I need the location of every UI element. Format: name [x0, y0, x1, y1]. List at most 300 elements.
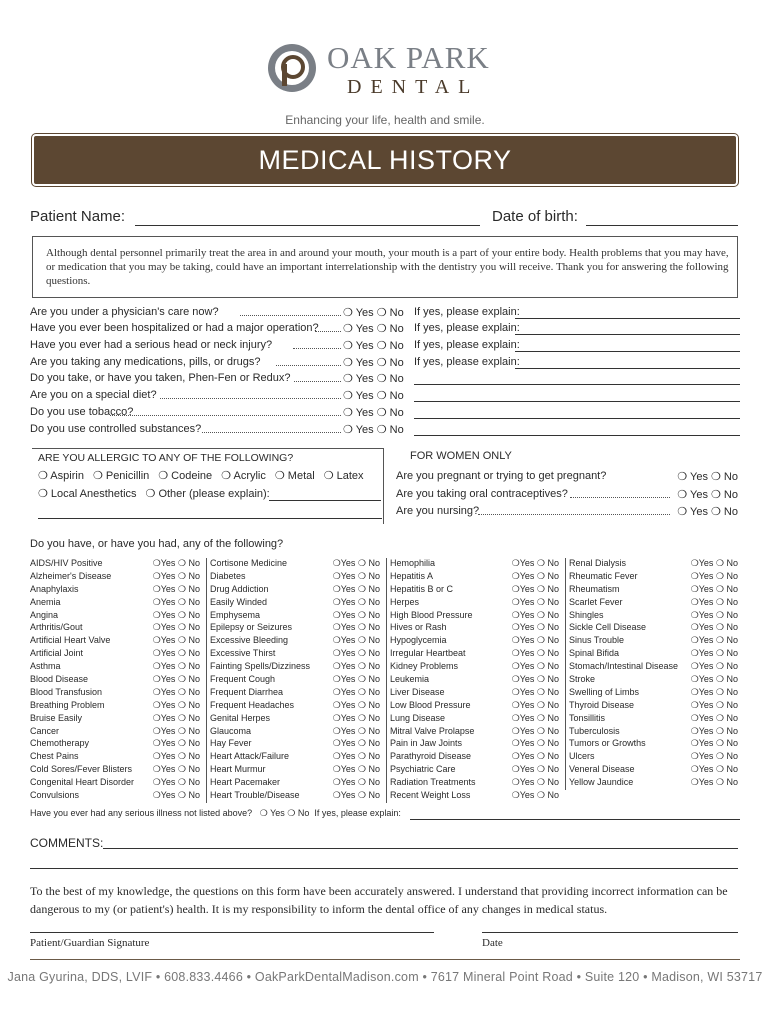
condition-name: Parathyroid Disease: [390, 751, 472, 762]
yes-no-options[interactable]: ❍Yes ❍ No: [332, 635, 380, 646]
allergy-title: ARE YOU ALLERGIC TO ANY OF THE FOLLOWING?: [38, 452, 294, 464]
brand-subtitle: DENTAL: [347, 76, 480, 98]
question-text: Are you under a physician's care now?: [30, 306, 219, 318]
conditions-column: [206, 558, 382, 803]
yes-no-options[interactable]: ❍Yes ❍ No: [152, 570, 200, 581]
condition-name: Bruise Easily: [30, 712, 83, 723]
yes-no-options[interactable]: ❍Yes ❍ No: [152, 674, 200, 685]
yes-no-options[interactable]: ❍Yes ❍ No: [511, 622, 559, 633]
condition-item: [390, 584, 561, 597]
conditions-title: Do you have, or have you had, any of the following?: [30, 538, 284, 550]
allergy-option[interactable]: ❍ Penicillin: [92, 470, 150, 482]
allergy-options-row: [38, 487, 279, 500]
condition-item: [569, 738, 740, 751]
answer-field[interactable]: [414, 384, 740, 385]
yes-no-options[interactable]: ❍Yes ❍ No: [690, 725, 738, 736]
footer-divider: [30, 959, 740, 960]
explain-label: If yes, please explain:: [414, 339, 520, 351]
leader-dots: [570, 497, 670, 498]
question-text: Have you ever been hospitalized or had a major operation?: [30, 322, 319, 334]
explain-label: If yes, please explain:: [414, 306, 520, 318]
condition-name: Rheumatic Fever: [569, 570, 638, 581]
condition-item: [210, 558, 382, 571]
yes-no-options[interactable]: ❍Yes ❍ No: [152, 686, 200, 697]
yes-no-options[interactable]: ❍Yes ❍ No: [152, 635, 200, 646]
condition-item: [569, 713, 740, 726]
condition-item: [390, 571, 561, 584]
yes-no-options[interactable]: ❍Yes ❍ No: [332, 764, 380, 775]
condition-item: [30, 738, 202, 751]
yes-no-options[interactable]: ❍Yes ❍ No: [152, 712, 200, 723]
condition-item: [390, 738, 561, 751]
yes-no-options[interactable]: ❍Yes ❍ No: [152, 751, 200, 762]
yes-no-options[interactable]: ❍Yes ❍ No: [511, 686, 559, 697]
condition-item: [569, 687, 740, 700]
yes-no-options[interactable]: ❍Yes ❍ No: [152, 738, 200, 749]
condition-item: [390, 777, 561, 790]
question-row: [30, 406, 742, 423]
yes-no-options[interactable]: ❍Yes ❍ No: [152, 583, 200, 594]
condition-item: [390, 635, 561, 648]
yes-no-options[interactable]: ❍Yes ❍ No: [511, 648, 559, 659]
condition-item: [30, 764, 202, 777]
condition-name: Psychiatric Care: [390, 764, 456, 775]
condition-name: Easily Winded: [210, 596, 268, 607]
tagline: Enhancing your life, health and smile.: [285, 113, 485, 127]
yes-no-options[interactable]: ❍Yes ❍ No: [152, 699, 200, 710]
condition-item: [210, 648, 382, 661]
conditions-column: [386, 558, 561, 803]
leader-dots: [202, 432, 341, 433]
leader-dots: [294, 381, 341, 382]
yes-no-options[interactable]: ❍Yes ❍ No: [690, 674, 738, 685]
condition-name: Congenital Heart Disorder: [30, 777, 135, 788]
condition-name: Tumors or Growths: [569, 738, 646, 749]
women-question-text: Are you pregnant or trying to get pregnant?: [396, 470, 607, 482]
condition-name: Shingles: [569, 609, 604, 620]
condition-item: [390, 700, 561, 713]
yes-no-options[interactable]: ❍ Yes ❍ No: [343, 307, 404, 319]
condition-item: [210, 764, 382, 777]
allergy-option[interactable]: ❍ Other (please explain):: [145, 488, 270, 500]
condition-name: Hepatitis B or C: [390, 583, 454, 594]
answer-field[interactable]: [414, 418, 740, 419]
explain-field[interactable]: [515, 334, 740, 335]
condition-name: Diabetes: [210, 570, 246, 581]
condition-name: Chemotherapy: [30, 738, 90, 749]
intro-text: Although dental personnel primarily treat the area in and around your mouth, your mouth is a part of your entire body. Health problems that you may have, or medication that you may be taking, could have an important interrelationship with the dentistry you will receive. Thank you for answering the following questions.: [46, 247, 729, 287]
condition-item: [30, 674, 202, 687]
condition-name: Irregular Heartbeat: [390, 648, 466, 659]
condition-item: [210, 597, 382, 610]
condition-name: Veneral Disease: [569, 764, 635, 775]
condition-item: [390, 622, 561, 635]
yes-no-options[interactable]: ❍Yes ❍ No: [332, 622, 380, 633]
condition-name: Genital Herpes: [210, 712, 271, 723]
condition-item: [569, 571, 740, 584]
condition-item: [390, 726, 561, 739]
question-row: [30, 372, 742, 389]
date-of-birth-label: Date of birth:: [492, 208, 578, 225]
women-question-row: [396, 470, 738, 486]
condition-item: [390, 648, 561, 661]
condition-name: Cancer: [30, 725, 60, 736]
yes-no-options[interactable]: ❍Yes ❍ No: [332, 583, 380, 594]
yes-no-options[interactable]: ❍Yes ❍ No: [511, 738, 559, 749]
condition-item: [210, 790, 382, 803]
question-row: [30, 389, 742, 406]
condition-item: [569, 661, 740, 674]
explain-field[interactable]: [515, 351, 740, 352]
yes-no-options[interactable]: ❍Yes ❍ No: [690, 738, 738, 749]
condition-item: [30, 687, 202, 700]
condition-name: Breathing Problem: [30, 699, 105, 710]
yes-no-options[interactable]: ❍Yes ❍ No: [332, 661, 380, 672]
condition-item: [390, 610, 561, 623]
question-row: [30, 306, 742, 323]
condition-item: [569, 751, 740, 764]
condition-name: Thyroid Disease: [569, 699, 635, 710]
yes-no-options[interactable]: ❍Yes ❍ No: [152, 596, 200, 607]
leader-dots: [160, 398, 341, 399]
women-question-text: Are you nursing?: [396, 505, 480, 517]
condition-item: [30, 610, 202, 623]
other-illness-explain-label: If yes, please explain:: [314, 808, 401, 818]
condition-name: Hepatitis A: [390, 570, 434, 581]
question-text: Do you take, or have you taken, Phen-Fen or Redux?: [30, 372, 291, 384]
yes-no-options[interactable]: ❍Yes ❍ No: [690, 751, 738, 762]
leader-dots: [276, 365, 341, 366]
yes-no-options[interactable]: ❍Yes ❍ No: [332, 558, 380, 568]
condition-name: Artificial Joint: [30, 648, 84, 659]
condition-item: [30, 777, 202, 790]
title-banner: [32, 134, 738, 186]
condition-name: Convulsions: [30, 790, 80, 801]
condition-name: Glaucoma: [210, 725, 252, 736]
yes-no-options[interactable]: ❍Yes ❍ No: [332, 712, 380, 723]
yes-no-options[interactable]: ❍Yes ❍ No: [332, 674, 380, 685]
yes-no-options[interactable]: ❍Yes ❍ No: [511, 699, 559, 710]
condition-name: Hives or Rash: [390, 622, 447, 633]
condition-name: Frequent Headaches: [210, 699, 295, 710]
yes-no-options[interactable]: ❍Yes ❍ No: [511, 661, 559, 672]
yes-no-options[interactable]: ❍Yes ❍ No: [332, 609, 380, 620]
yes-no-options[interactable]: ❍Yes ❍ No: [511, 596, 559, 607]
yes-no-options[interactable]: ❍Yes ❍ No: [690, 661, 738, 672]
yes-no-options[interactable]: ❍Yes ❍ No: [152, 725, 200, 736]
condition-item: [210, 738, 382, 751]
yes-no-options[interactable]: ❍Yes ❍ No: [332, 570, 380, 581]
yes-no-options[interactable]: ❍ Yes ❍ No: [343, 424, 404, 436]
yes-no-options[interactable]: ❍Yes ❍ No: [511, 725, 559, 736]
yes-no-options[interactable]: ❍Yes ❍ No: [511, 751, 559, 762]
yes-no-options[interactable]: ❍Yes ❍ No: [511, 712, 559, 723]
condition-item: [30, 790, 202, 803]
condition-name: Renal Dialysis: [569, 558, 627, 568]
condition-name: Mitral Valve Prolapse: [390, 725, 475, 736]
condition-name: Hay Fever: [210, 738, 252, 749]
condition-item: [210, 687, 382, 700]
yes-no-options[interactable]: ❍Yes ❍ No: [690, 583, 738, 594]
condition-item: [569, 700, 740, 713]
yes-no-options[interactable]: ❍Yes ❍ No: [690, 777, 738, 788]
question-text: Have you ever had a serious head or neck injury?: [30, 339, 273, 351]
answer-field[interactable]: [414, 435, 740, 436]
condition-item: [210, 584, 382, 597]
yes-no-options[interactable]: ❍Yes ❍ No: [332, 596, 380, 607]
yes-no-options[interactable]: ❍Yes ❍ No: [332, 790, 380, 801]
explain-field[interactable]: [515, 368, 740, 369]
allergy-option[interactable]: ❍ Local Anesthetics: [38, 488, 137, 500]
yes-no-options[interactable]: ❍Yes ❍ No: [690, 570, 738, 581]
allergy-option[interactable]: ❍ Acrylic: [221, 470, 266, 482]
question-row: [30, 423, 742, 440]
condition-name: Rheumatism: [569, 583, 620, 594]
conditions-column: [30, 558, 202, 803]
women-question-text: Are you taking oral contraceptives?: [396, 488, 568, 500]
yes-no-options[interactable]: ❍Yes ❍ No: [332, 751, 380, 762]
yes-no-options[interactable]: ❍Yes ❍ No: [152, 648, 200, 659]
yes-no-options[interactable]: ❍Yes ❍ No: [332, 725, 380, 736]
condition-item: [30, 571, 202, 584]
condition-item: [569, 648, 740, 661]
condition-item: [210, 622, 382, 635]
answer-field[interactable]: [414, 401, 740, 402]
yes-no-options[interactable]: ❍Yes ❍ No: [152, 622, 200, 633]
condition-name: Sinus Trouble: [569, 635, 625, 646]
yes-no-options[interactable]: ❍Yes ❍ No: [690, 712, 738, 723]
condition-name: Radiation Treatments: [390, 777, 476, 788]
signature-field[interactable]: [30, 932, 434, 933]
yes-no-options[interactable]: ❍Yes ❍ No: [511, 609, 559, 620]
comments-field[interactable]: [103, 848, 738, 849]
condition-item: [390, 751, 561, 764]
condition-item: [390, 713, 561, 726]
question-text: Are you on a special diet?: [30, 389, 157, 401]
condition-item: [30, 661, 202, 674]
date-label: Date: [482, 937, 503, 949]
condition-name: Pain in Jaw Joints: [390, 738, 463, 749]
condition-name: Fainting Spells/Dizziness: [210, 661, 311, 672]
condition-item: [569, 674, 740, 687]
signature-label: Patient/Guardian Signature: [30, 937, 150, 949]
yes-no-options[interactable]: ❍Yes ❍ No: [690, 699, 738, 710]
condition-name: Frequent Cough: [210, 674, 276, 685]
allergy-options-row: [38, 469, 373, 482]
condition-name: Liver Disease: [390, 686, 445, 697]
leader-dots: [315, 331, 341, 332]
yes-no-options[interactable]: ❍Yes ❍ No: [152, 764, 200, 775]
condition-item: [569, 584, 740, 597]
condition-name: High Blood Pressure: [390, 609, 473, 620]
condition-name: Tuberculosis: [569, 725, 620, 736]
condition-item: [569, 597, 740, 610]
yes-no-options[interactable]: ❍ Yes ❍ No: [343, 340, 404, 352]
condition-name: Cortisone Medicine: [210, 558, 288, 568]
yes-no-options[interactable]: ❍Yes ❍ No: [511, 583, 559, 594]
yes-no-options[interactable]: ❍ Yes ❍ No: [343, 390, 404, 402]
condition-name: Anemia: [30, 596, 61, 607]
yes-no-options[interactable]: ❍ Yes ❍ No: [677, 506, 738, 518]
yes-no-options[interactable]: ❍Yes ❍ No: [511, 635, 559, 646]
question-text: Do you use controlled substances?: [30, 423, 202, 435]
condition-item: [390, 674, 561, 687]
condition-item: [569, 777, 740, 790]
yes-no-options[interactable]: ❍Yes ❍ No: [332, 738, 380, 749]
condition-item: [390, 790, 561, 803]
yes-no-options[interactable]: ❍ Yes ❍ No: [677, 471, 738, 483]
yes-no-options[interactable]: ❍ Yes ❍ No: [677, 489, 738, 501]
question-row: [30, 339, 742, 356]
condition-name: Drug Addiction: [210, 583, 269, 594]
condition-name: Blood Transfusion: [30, 686, 103, 697]
condition-item: [569, 764, 740, 777]
condition-name: Anaphylaxis: [30, 583, 79, 594]
yes-no-options[interactable]: ❍Yes ❍ No: [690, 686, 738, 697]
leader-dots: [240, 315, 341, 316]
yes-no-options[interactable]: ❍Yes ❍ No: [152, 661, 200, 672]
yes-no-options[interactable]: ❍Yes ❍ No: [152, 790, 200, 801]
condition-item: [30, 751, 202, 764]
other-illness-question: [30, 808, 401, 819]
condition-name: Recent Weight Loss: [390, 790, 471, 801]
explain-label: If yes, please explain:: [414, 322, 520, 334]
condition-name: AIDS/HIV Positive: [30, 558, 103, 568]
condition-item: [390, 558, 561, 571]
question-text: Are you taking any medications, pills, or drugs?: [30, 356, 261, 368]
condition-name: Sickle Cell Disease: [569, 622, 647, 633]
yes-no-options[interactable]: ❍ Yes ❍ No: [343, 407, 404, 419]
yes-no-options[interactable]: ❍Yes ❍ No: [511, 570, 559, 581]
allergy-option[interactable]: ❍ Latex: [323, 470, 364, 482]
yes-no-options[interactable]: ❍Yes ❍ No: [332, 686, 380, 697]
yes-no-options[interactable]: ❍Yes ❍ No: [152, 777, 200, 788]
allergy-other-field-continued[interactable]: [38, 518, 382, 519]
yes-no-options[interactable]: ❍Yes ❍ No: [690, 764, 738, 775]
condition-name: Excessive Thirst: [210, 648, 276, 659]
yes-no-options[interactable]: ❍Yes ❍ No: [152, 609, 200, 620]
condition-name: Arthritis/Gout: [30, 622, 83, 633]
yes-no-options[interactable]: ❍ Yes ❍ No: [343, 373, 404, 385]
explain-label: If yes, please explain:: [414, 356, 520, 368]
condition-name: Herpes: [390, 596, 420, 607]
condition-name: Scarlet Fever: [569, 596, 623, 607]
condition-name: Lung Disease: [390, 712, 446, 723]
patient-name-field[interactable]: [135, 225, 480, 226]
condition-item: [210, 610, 382, 623]
other-illness-yes-no[interactable]: ❍ Yes ❍ No: [259, 808, 310, 818]
conditions-column: [565, 558, 740, 790]
leader-dots: [110, 415, 341, 416]
condition-item: [210, 700, 382, 713]
condition-name: Excessive Bleeding: [210, 635, 289, 646]
condition-name: Heart Pacemaker: [210, 777, 281, 788]
condition-name: Stroke: [569, 674, 596, 685]
yes-no-options[interactable]: ❍Yes ❍ No: [511, 790, 559, 801]
condition-name: Epilepsy or Seizures: [210, 622, 293, 633]
condition-name: Ulcers: [569, 751, 595, 762]
condition-item: [30, 713, 202, 726]
date-field[interactable]: [482, 932, 738, 933]
condition-item: [210, 635, 382, 648]
condition-item: [30, 622, 202, 635]
question-row: [30, 322, 742, 339]
condition-name: Blood Disease: [30, 674, 89, 685]
allergy-option[interactable]: ❍ Aspirin: [38, 470, 84, 482]
condition-item: [569, 558, 740, 571]
condition-name: Emphysema: [210, 609, 261, 620]
yes-no-options[interactable]: ❍Yes ❍ No: [152, 558, 200, 568]
condition-name: Stomach/Intestinal Disease: [569, 661, 679, 672]
condition-name: Alzheimer's Disease: [30, 570, 112, 581]
brand-name: OAK PARK: [327, 40, 490, 75]
yes-no-options[interactable]: ❍Yes ❍ No: [511, 674, 559, 685]
condition-item: [390, 597, 561, 610]
allergy-other-field[interactable]: [269, 500, 381, 501]
yes-no-options[interactable]: ❍ Yes ❍ No: [343, 323, 404, 335]
yes-no-options[interactable]: ❍ Yes ❍ No: [343, 357, 404, 369]
condition-name: Low Blood Pressure: [390, 699, 471, 710]
condition-item: [30, 635, 202, 648]
condition-name: Cold Sores/Fever Blisters: [30, 764, 133, 775]
comments-field-continued[interactable]: [30, 868, 738, 869]
condition-item: [210, 674, 382, 687]
yes-no-options[interactable]: ❍Yes ❍ No: [332, 777, 380, 788]
condition-name: Heart Trouble/Disease: [210, 790, 300, 801]
condition-name: Asthma: [30, 661, 61, 672]
women-only-title: FOR WOMEN ONLY: [410, 450, 512, 462]
condition-item: [30, 726, 202, 739]
yes-no-options[interactable]: ❍Yes ❍ No: [511, 764, 559, 775]
women-question-row: [396, 505, 738, 521]
question-text: Do you use tobacco?: [30, 406, 134, 418]
condition-item: [569, 635, 740, 648]
yes-no-options[interactable]: ❍Yes ❍ No: [690, 648, 738, 659]
yes-no-options[interactable]: ❍Yes ❍ No: [690, 609, 738, 620]
condition-name: Tonsillitis: [569, 712, 606, 723]
yes-no-options[interactable]: ❍Yes ❍ No: [332, 699, 380, 710]
accuracy-statement: To the best of my knowledge, the questions on this form have been accurately answered. I understand that providing incorrect information can be dangerous to my (or patient's) health. It is my responsibility to inform the dental office of any changes in medical status.: [30, 884, 728, 916]
explain-field[interactable]: [515, 318, 740, 319]
yes-no-options[interactable]: ❍Yes ❍ No: [690, 558, 738, 568]
allergy-option[interactable]: ❍ Codeine: [158, 470, 213, 482]
page-title: MEDICAL HISTORY: [258, 144, 512, 175]
other-illness-explain-field[interactable]: [410, 819, 740, 820]
condition-item: [30, 584, 202, 597]
yes-no-options[interactable]: ❍Yes ❍ No: [690, 596, 738, 607]
allergy-option[interactable]: ❍ Metal: [274, 470, 315, 482]
yes-no-options[interactable]: ❍Yes ❍ No: [511, 777, 559, 788]
condition-item: [30, 558, 202, 571]
condition-item: [210, 751, 382, 764]
condition-name: Hypoglycemia: [390, 635, 447, 646]
condition-name: Artificial Heart Valve: [30, 635, 111, 646]
condition-item: [569, 726, 740, 739]
date-of-birth-field[interactable]: [586, 225, 738, 226]
yes-no-options[interactable]: ❍Yes ❍ No: [690, 635, 738, 646]
condition-name: Hemophilia: [390, 558, 436, 568]
yes-no-options[interactable]: ❍Yes ❍ No: [332, 648, 380, 659]
yes-no-options[interactable]: ❍Yes ❍ No: [690, 622, 738, 633]
yes-no-options[interactable]: ❍Yes ❍ No: [511, 558, 559, 568]
condition-item: [30, 700, 202, 713]
patient-name-label: Patient Name:: [30, 208, 126, 225]
condition-name: Leukemia: [390, 674, 430, 685]
condition-name: Yellow Jaundice: [569, 777, 634, 788]
women-question-row: [396, 488, 738, 504]
leader-dots: [478, 514, 670, 515]
footer-contact: Jana Gyurina, DDS, LVIF • 608.833.4466 • OakParkDentalMadison.com • 7617 Mineral Point Road • Suite 120 • Madison, WI 53717: [7, 970, 763, 984]
